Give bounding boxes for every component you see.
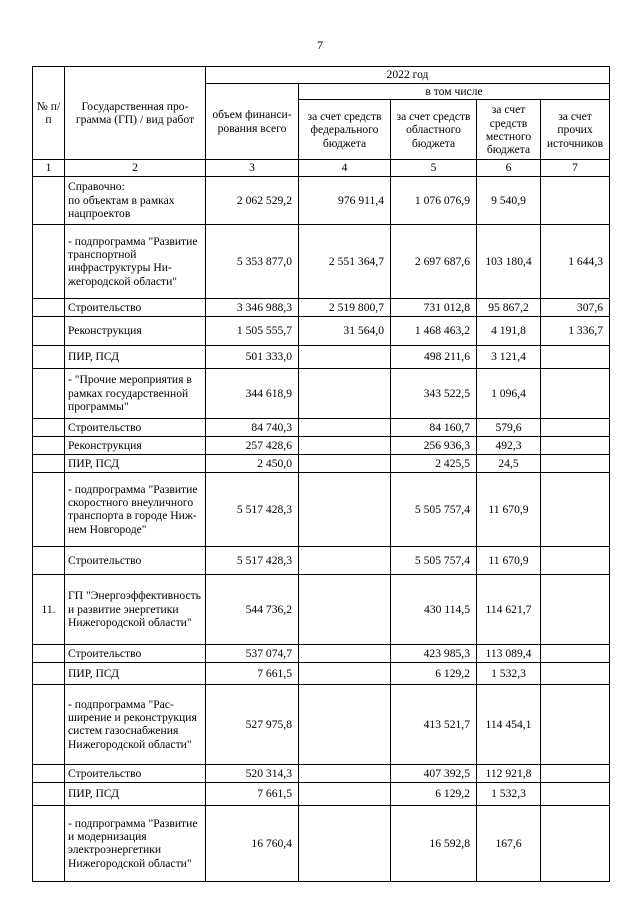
cell-other — [541, 176, 610, 224]
row-program-name: ПИР, ПСД — [65, 454, 206, 472]
cell-federal — [299, 436, 391, 454]
cell-local: 1 532,3 — [477, 662, 541, 684]
row-program-name: Строительство — [65, 298, 206, 316]
cell-regional: 498 211,6 — [391, 345, 477, 368]
row-number — [33, 684, 65, 764]
cell-regional: 1 076 076,9 — [391, 176, 477, 224]
table-row — [33, 662, 610, 684]
column-number: 2 — [65, 160, 206, 176]
cell-total: 3 346 988,3 — [206, 298, 299, 316]
table-row — [33, 345, 610, 368]
cell-local: 167,6 — [477, 805, 541, 881]
cell-regional: 407 392,5 — [391, 764, 477, 782]
table-row — [33, 805, 610, 881]
cell-other — [541, 805, 610, 881]
cell-local: 4 191,8 — [477, 316, 541, 345]
row-program-name: Реконструкция — [65, 436, 206, 454]
column-number: 3 — [206, 160, 299, 176]
cell-local: 1 096,4 — [477, 368, 541, 418]
cell-federal — [299, 574, 391, 644]
cell-local: 579,6 — [477, 418, 541, 436]
table-row — [33, 298, 610, 316]
header-col-total: объем финансирования всего — [206, 84, 299, 160]
header-col-federal: за счет средств федерального бюджета — [299, 100, 391, 160]
table-row — [33, 546, 610, 574]
cell-total: 5 517 428,3 — [206, 472, 299, 546]
cell-local: 114 621,7 — [477, 574, 541, 644]
header-col-regional: за счет средств областного бюджета — [391, 100, 477, 160]
row-program-name: - "Прочие мероприятия в рамках государственной программы" — [65, 368, 206, 418]
financing-table — [32, 66, 610, 882]
column-number: 4 — [299, 160, 391, 176]
page-number: 7 — [317, 38, 323, 52]
cell-total: 537 074,7 — [206, 644, 299, 662]
cell-other — [541, 454, 610, 472]
row-program-name: - подпрограмма "Развитие транспортной инфраструктуры Нижегородской области" — [65, 224, 206, 298]
cell-total: 7 661,5 — [206, 662, 299, 684]
cell-total: 344 618,9 — [206, 368, 299, 418]
column-number: 1 — [33, 160, 65, 176]
cell-regional: 731 012,8 — [391, 298, 477, 316]
cell-total: 5 517 428,3 — [206, 546, 299, 574]
cell-federal — [299, 368, 391, 418]
row-program-name: ПИР, ПСД — [65, 345, 206, 368]
cell-federal: 976 911,4 — [299, 176, 391, 224]
cell-other: 1 644,3 — [541, 224, 610, 298]
table-row — [33, 644, 610, 662]
table-row — [33, 764, 610, 782]
row-number — [33, 662, 65, 684]
table-body — [33, 176, 610, 881]
cell-regional: 16 592,8 — [391, 805, 477, 881]
cell-total: 2 062 529,2 — [206, 176, 299, 224]
cell-total: 501 333,0 — [206, 345, 299, 368]
row-number — [33, 316, 65, 345]
table-row — [33, 472, 610, 546]
row-program-name: - подпрограмма "Развитие и модернизация электроэнергетики Нижегородской области" — [65, 805, 206, 881]
row-number — [33, 782, 65, 805]
cell-federal — [299, 644, 391, 662]
cell-total: 527 975,8 — [206, 684, 299, 764]
cell-regional: 2 425,5 — [391, 454, 477, 472]
header-col-local: за счет средств местного бюджета — [477, 100, 541, 160]
row-program-name: Строительство — [65, 644, 206, 662]
cell-other — [541, 436, 610, 454]
cell-federal — [299, 764, 391, 782]
header-year: 2022 год — [206, 67, 610, 84]
cell-local: 103 180,4 — [477, 224, 541, 298]
cell-total: 2 450,0 — [206, 454, 299, 472]
cell-regional: 256 936,3 — [391, 436, 477, 454]
cell-federal — [299, 418, 391, 436]
cell-local: 11 670,9 — [477, 472, 541, 546]
cell-regional: 343 522,5 — [391, 368, 477, 418]
cell-total: 16 760,4 — [206, 805, 299, 881]
row-number — [33, 176, 65, 224]
column-number: 6 — [477, 160, 541, 176]
cell-other — [541, 345, 610, 368]
cell-local: 113 089,4 — [477, 644, 541, 662]
cell-other — [541, 472, 610, 546]
cell-local: 3 121,4 — [477, 345, 541, 368]
header-col-other: за счет прочих источников — [541, 100, 610, 160]
cell-federal — [299, 782, 391, 805]
cell-total: 257 428,6 — [206, 436, 299, 454]
row-number — [33, 764, 65, 782]
cell-regional: 84 160,7 — [391, 418, 477, 436]
cell-other — [541, 574, 610, 644]
cell-other — [541, 684, 610, 764]
row-number: 11. — [33, 574, 65, 644]
cell-local: 95 867,2 — [477, 298, 541, 316]
cell-total: 520 314,3 — [206, 764, 299, 782]
table-row — [33, 574, 610, 644]
cell-regional: 5 505 757,4 — [391, 472, 477, 546]
cell-other — [541, 662, 610, 684]
cell-regional: 413 521,7 — [391, 684, 477, 764]
row-program-name: ГП "Энергоэффективность и развитие энергетики Нижегородской области" — [65, 574, 206, 644]
row-number — [33, 454, 65, 472]
row-program-name: ПИР, ПСД — [65, 662, 206, 684]
row-number — [33, 472, 65, 546]
table-row — [33, 176, 610, 224]
row-number — [33, 805, 65, 881]
cell-regional: 6 129,2 — [391, 662, 477, 684]
cell-total: 1 505 555,7 — [206, 316, 299, 345]
cell-other — [541, 418, 610, 436]
cell-federal — [299, 662, 391, 684]
row-number — [33, 368, 65, 418]
cell-other: 1 336,7 — [541, 316, 610, 345]
table-row — [33, 782, 610, 805]
row-number — [33, 546, 65, 574]
cell-other: 307,6 — [541, 298, 610, 316]
cell-federal — [299, 345, 391, 368]
cell-regional: 2 697 687,6 — [391, 224, 477, 298]
cell-other — [541, 782, 610, 805]
cell-total: 544 736,2 — [206, 574, 299, 644]
cell-federal — [299, 546, 391, 574]
row-number — [33, 298, 65, 316]
table-header — [33, 67, 610, 177]
cell-federal — [299, 684, 391, 764]
cell-other — [541, 546, 610, 574]
cell-local: 11 670,9 — [477, 546, 541, 574]
cell-local: 114 454,1 — [477, 684, 541, 764]
cell-federal — [299, 472, 391, 546]
table-row — [33, 684, 610, 764]
header-col-number: № п/п — [33, 67, 65, 160]
row-program-name: - подпрограмма "Расширение и реконструкция систем газоснабжения Нижегородской области" — [65, 684, 206, 764]
column-number: 5 — [391, 160, 477, 176]
cell-regional: 6 129,2 — [391, 782, 477, 805]
row-program-name: Справочно: по объектам в рамках нацпроектов — [65, 176, 206, 224]
cell-other — [541, 368, 610, 418]
cell-federal — [299, 454, 391, 472]
table-row — [33, 316, 610, 345]
cell-other — [541, 644, 610, 662]
cell-other — [541, 764, 610, 782]
row-number — [33, 345, 65, 368]
row-program-name: Строительство — [65, 764, 206, 782]
header-col-program: Государственная программа (ГП) / вид работ — [65, 67, 206, 160]
row-program-name: Строительство — [65, 546, 206, 574]
table-row — [33, 418, 610, 436]
column-number: 7 — [541, 160, 610, 176]
row-program-name: - подпрограмма "Развитие скоростного внеуличного транспорта в городе Нижнем Новгороде" — [65, 472, 206, 546]
cell-local: 112 921,8 — [477, 764, 541, 782]
row-program-name: ПИР, ПСД — [65, 782, 206, 805]
row-number — [33, 436, 65, 454]
table-row — [33, 436, 610, 454]
cell-local: 24,5 — [477, 454, 541, 472]
cell-local: 492,3 — [477, 436, 541, 454]
cell-federal — [299, 805, 391, 881]
cell-regional: 1 468 463,2 — [391, 316, 477, 345]
cell-federal: 31 564,0 — [299, 316, 391, 345]
cell-regional: 5 505 757,4 — [391, 546, 477, 574]
row-program-name: Реконструкция — [65, 316, 206, 345]
cell-regional: 423 985,3 — [391, 644, 477, 662]
table-row — [33, 454, 610, 472]
row-number — [33, 418, 65, 436]
cell-total: 84 740,3 — [206, 418, 299, 436]
cell-total: 7 661,5 — [206, 782, 299, 805]
row-program-name: Строительство — [65, 418, 206, 436]
table-row — [33, 368, 610, 418]
cell-federal: 2 519 800,7 — [299, 298, 391, 316]
cell-total: 5 353 877,0 — [206, 224, 299, 298]
header-including: в том числе — [299, 84, 610, 100]
cell-federal: 2 551 364,7 — [299, 224, 391, 298]
cell-local: 9 540,9 — [477, 176, 541, 224]
table-row — [33, 224, 610, 298]
row-number — [33, 644, 65, 662]
row-number — [33, 224, 65, 298]
cell-local: 1 532,3 — [477, 782, 541, 805]
cell-regional: 430 114,5 — [391, 574, 477, 644]
